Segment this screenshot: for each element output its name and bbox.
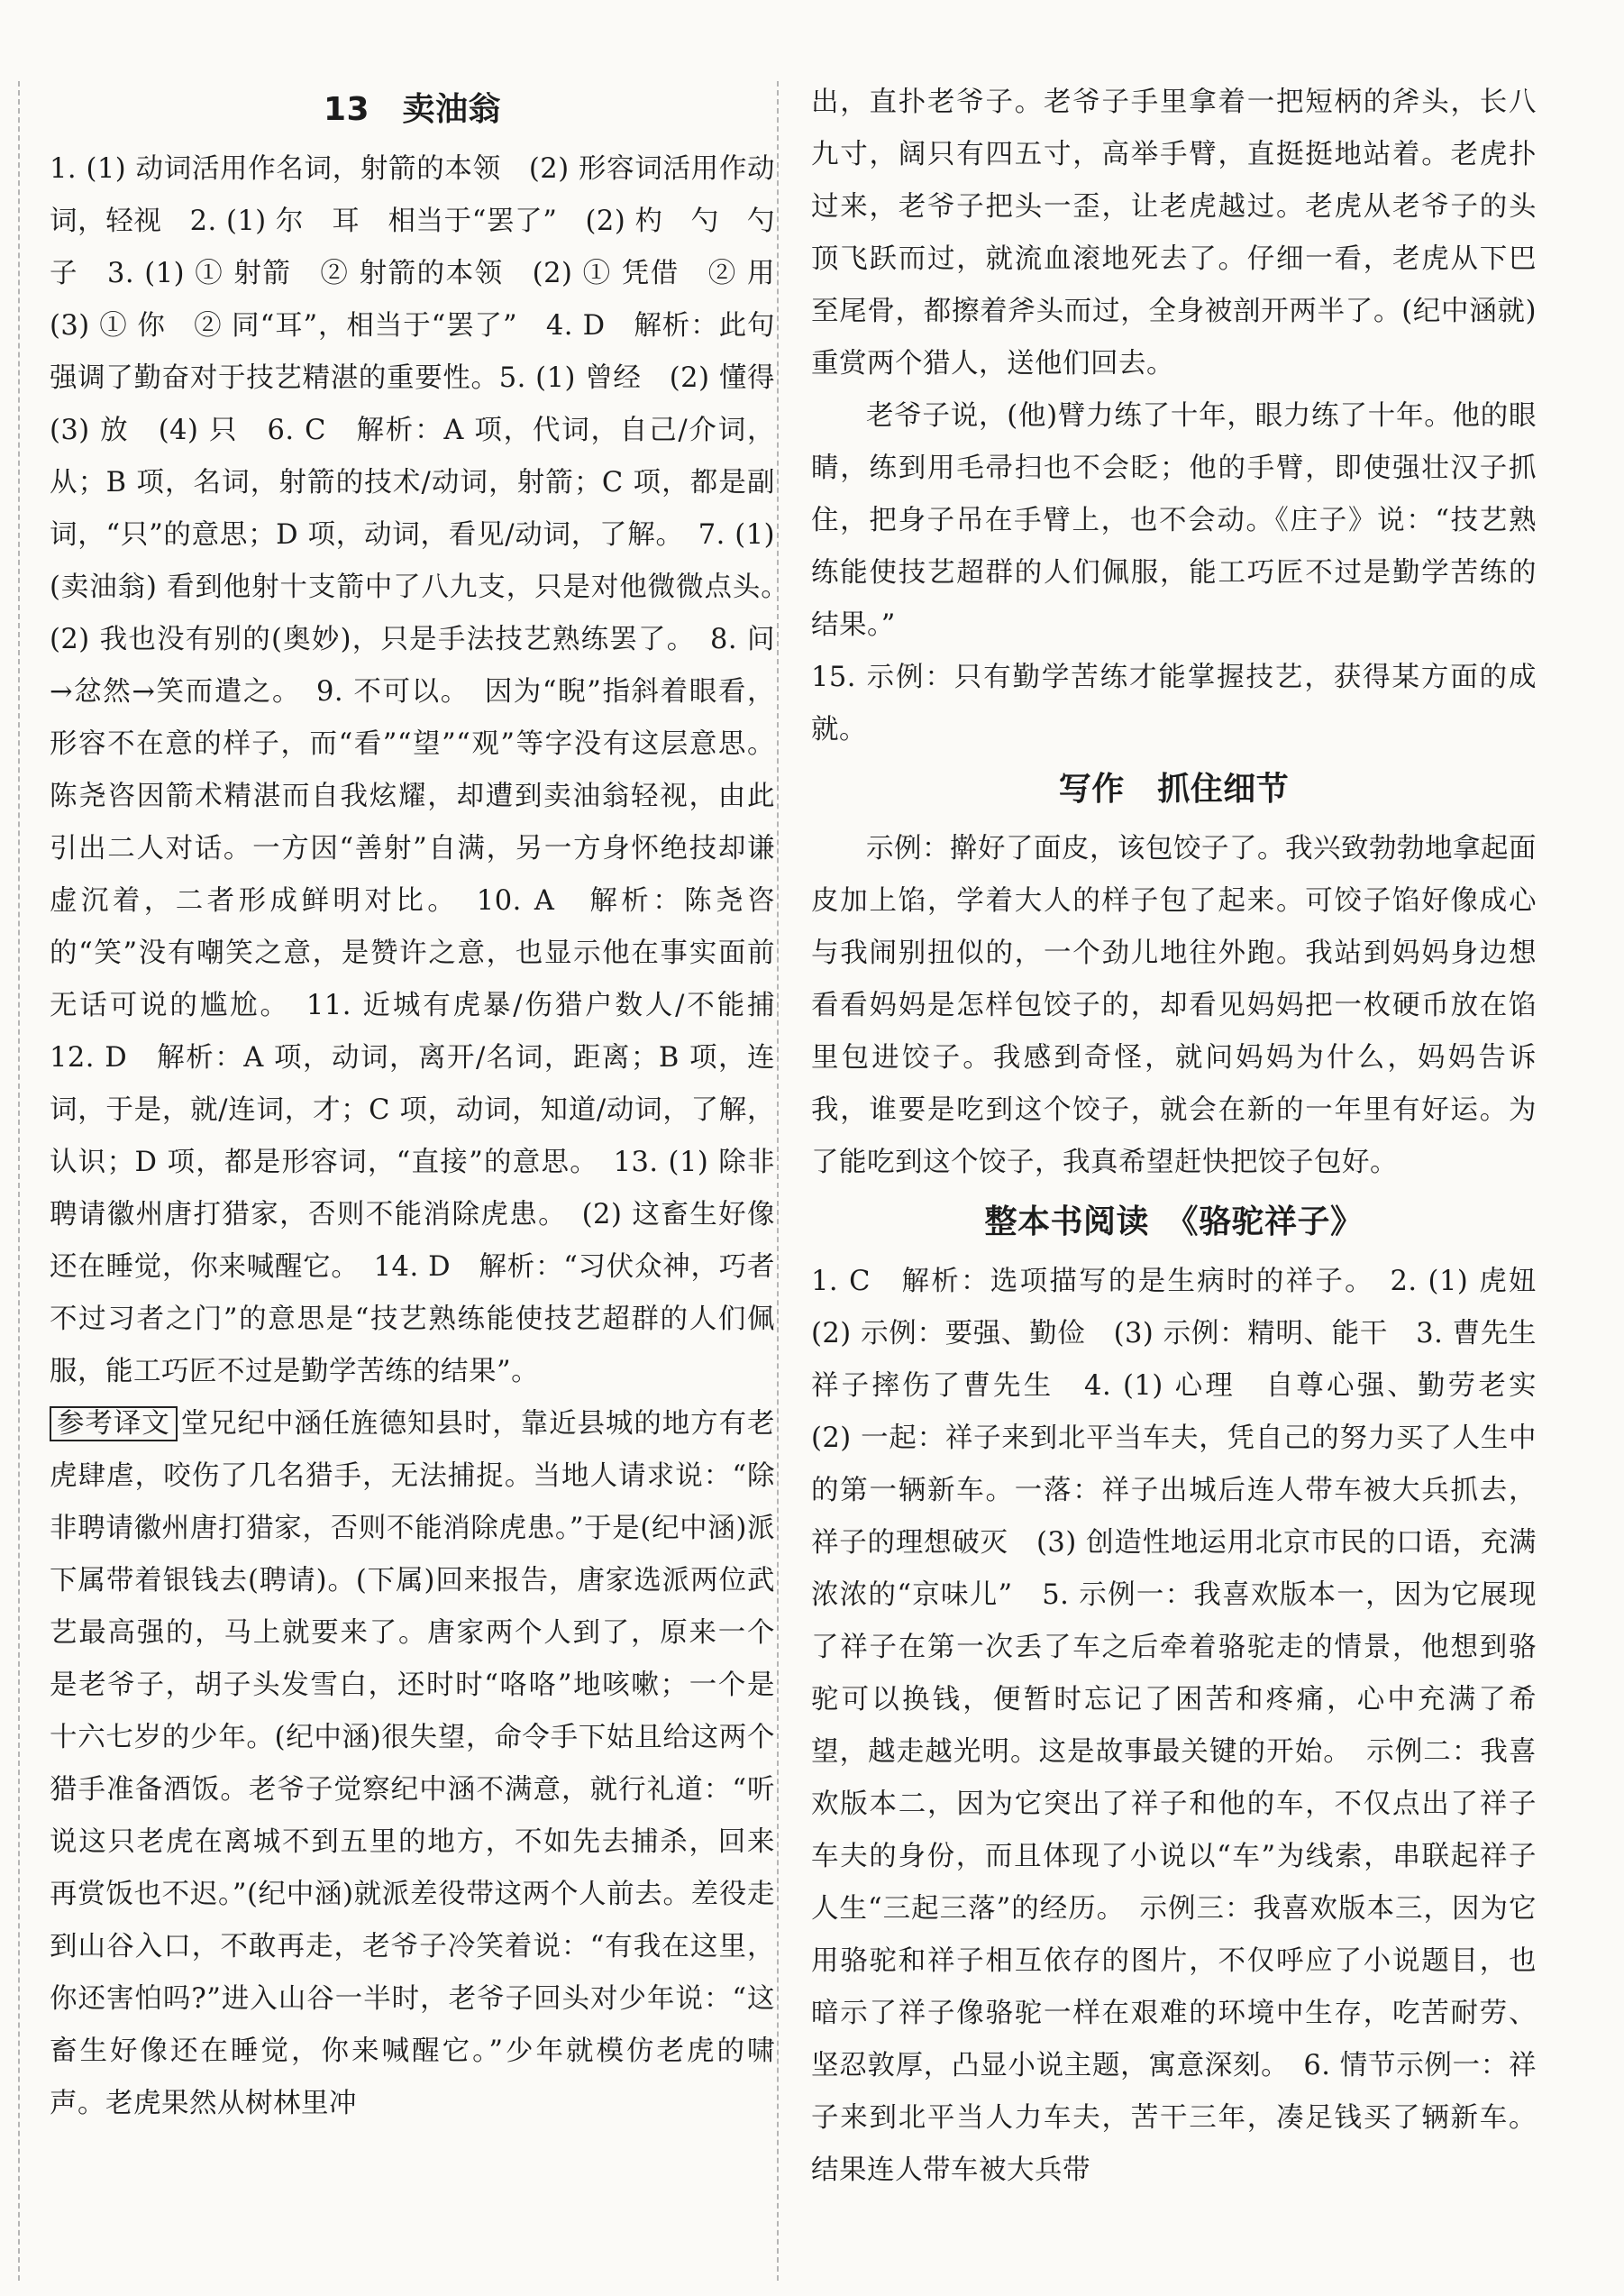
translation-label: 参考译文 [50, 1406, 178, 1441]
translation-continued: 出，直扑老爷子。老爷子手里拿着一把短柄的斧头，长八九寸，阔只有四五寸，高举手臂，直挺挺地站着。老虎扑过来，老爷子把头一歪，让老虎越过。老虎从老爷子的头顶飞跃而过，就流血滚地死去了。仔细一看，老虎从下巴至尾骨，都擦着斧头而过，全身被剖开两半了。(纪中涵就)重赏两个猎人，送他们回去。 [811, 87, 1537, 380]
right-column [811, 77, 1565, 2197]
left-column [50, 77, 803, 2130]
writing-sample: 示例：擀好了面皮，该包饺子了。我兴致勃勃地拿起面皮加上馅，学着大人的样子包了起来。可饺子馅好像成心与我闹别扭似的，一个劲儿地往外跑。我站到妈妈身边想看看妈妈是怎样包饺子的，却看见妈妈把一枚硬币放在馅里包进饺子。我感到奇怪，就问妈妈为什么，妈妈告诉我，谁要是吃到这个饺子，就会在新的一年里有好运。为了能吃到这个饺子，我真希望赶快把饺子包好。 [811, 833, 1537, 1178]
section-title-book-reading: 整本书阅读 《骆驼祥子》 [984, 1203, 1364, 1240]
translation-text: 堂兄纪中涵任旌德知县时，靠近县城的地方有老虎肆虐，咬伤了几名猎手，无法捕捉。当地人请求说：“除非聘请徽州唐打猎家，否则不能消除虎患。”于是(纪中涵)派下属带着银钱去(聘请)。(下属)回来报告，唐家选派两位武艺最高强的，马上就要来了。唐家两个人到了，原来一个是老爷子，胡子头发雪白，还时时“咯咯”地咳嗽；一个是十六七岁的少年。(纪中涵)很失望，命令手下姑且给这两个猎手准备酒饭。老爷子觉察纪中涵不满意，就行礼道：“听说这只老虎在离城不到五里的地方，不如先去捕杀，回来再赏饭也不迟。”(纪中涵)就派差役带这两个人前去。差役走到山谷入口，不敢再走，老爷子冷笑着说：“有我在这里，你还害怕吗?”进入山谷一半时，老爷子回头对少年说：“这畜生好像还在睡觉，你来喊醒它。”少年就模仿老虎的啸声。老虎果然从树林里冲 [50, 1408, 776, 2119]
left-margin-rule [18, 81, 20, 2281]
section-title-writing: 写作 抓住细节 [1058, 771, 1290, 808]
section-title-mai-you-weng: 13 卖油翁 [323, 91, 502, 128]
translation-paragraph-2: 老爷子说，(他)臂力练了十年，眼力练了十年。他的眼睛，练到用毛帚扫也不会眨；他的手臂，即使强壮汉子抓住，把身子吊在手臂上，也不会动。《庄子》说：“技艺熟练能使技艺超群的人们佩服，能工巧匠不过是勤学苦练的结果。” [811, 400, 1537, 641]
answers-block: 1. (1) 动词活用作名词，射箭的本领 (2) 形容词活用作动词，轻视 2. (1) 尔 耳 相当于“罢了” (2) 杓 勺 勺子 3. (1) ① 射箭 ② 射箭的本领 (2) ① 凭借 ② 用 (3) ① 你 ② 同“耳”，相当于“罢了” 4. D 解析：此句强调了勤奋对于技艺精湛的重要性。5. (1) 曾经 (2) 懂得 (3) 放 (4) 只 6. C 解析：A 项，代词，自己/介词，从；B 项，名词，射箭的技术/动词，射箭；C 项，都是副词，“只”的意思；D 项，动词，看见/动词，了解。 7. (1) (卖油翁) 看到他射十支箭中了八九支，只是对他微微点头。 (2) 我也没有别的(奥妙)，只是手法技艺熟练罢了。 8. 问→忿然→笑而遣之。 9. 不可以。 因为“睨”指斜着眼看，形容不在意的样子，而“看”“望”“观”等字没有这层意思。陈尧咨因箭术精湛而自我炫耀，却遭到卖油翁轻视，由此引出二人对话。一方因“善射”自满，另一方身怀绝技却谦虚沉着，二者形成鲜明对比。 10. A 解析：陈尧咨的“笑”没有嘲笑之意，是赞许之意，也显示他在事实面前无话可说的尴尬。 11. 近城有虎暴/伤猎户数人/不能捕 12. D 解析：A 项，动词，离开/名词，距离；B 项，连词，于是，就/连词，才；C 项，动词，知道/动词，了解，认识；D 项，都是形容词，“直接”的意思。 13. (1) 除非聘请徽州唐打猎家，否则不能消除虎患。 (2) 这畜生好像还在睡觉，你来喊醒它。 14. D 解析：“习伏众神，巧者不过习者之门”的意思是“技艺熟练能使技艺超群的人们佩服，能工巧匠不过是勤学苦练的结果”。 [50, 153, 803, 1387]
column-divider [777, 81, 779, 2281]
book-answers: 1. C 解析：选项描写的是生病时的祥子。 2. (1) 虎妞 (2) 示例：要强、勤俭 (3) 示例：精明、能干 3. 曹先生 祥子摔伤了曹先生 4. (1) 心理 自尊心强、勤劳老实 (2) 一起：祥子来到北平当车夫，凭自己的努力买了人生中的第一辆新车。一落：祥子出城后连人带车被大兵抓去，祥子的理想破灭 (3) 创造性地运用北京市民的口语，充满浓浓的“京味儿” 5. 示例一：我喜欢版本一，因为它展现了祥子在第一次丢了车之后牵着骆驼走的情景，他想到骆驼可以换钱，便暂时忘记了困苦和疼痛，心中充满了希望，越走越光明。这是故事最关键的开始。 示例二：我喜欢版本二，因为它突出了祥子和他的车，不仅点出了祥子车夫的身份，而且体现了小说以“车”为线索，串联起祥子人生“三起三落”的经历。 示例三：我喜欢版本三，因为它用骆驼和祥子相互依存的图片，不仅呼应了小说题目，也暗示了祥子像骆驼一样在艰难的环境中生存，吃苦耐劳、坚忍敦厚，凸显小说主题，寓意深刻。 6. 情节示例一：祥子来到北平当人力车夫，苦干三年，凑足钱买了辆新车。结果连人带车被大兵带 [811, 1266, 1565, 2186]
answer-15: 15. 示例：只有勤学苦练才能掌握技艺，获得某方面的成就。 [811, 662, 1537, 746]
translation-block [50, 1398, 775, 2130]
